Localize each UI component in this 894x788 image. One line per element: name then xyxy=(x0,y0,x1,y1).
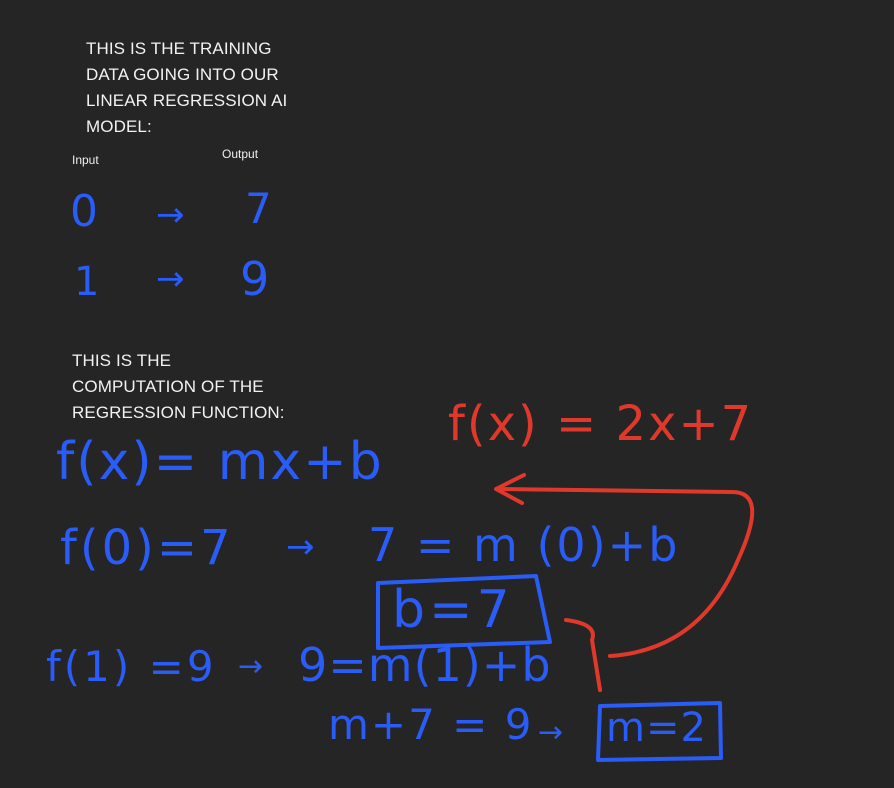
intercept-box xyxy=(378,576,550,648)
heading-line: MODEL: xyxy=(86,117,152,136)
heading-line: THIS IS THE TRAINING xyxy=(86,39,272,58)
heading-line: THIS IS THE xyxy=(72,351,172,370)
result-equation: f(x) = 2x+7 xyxy=(448,396,754,452)
row-1-arrow: → xyxy=(156,195,185,235)
row-2-input: 1 xyxy=(74,259,100,305)
boxed-slope: m=2 xyxy=(606,705,707,751)
slope-box xyxy=(598,703,721,760)
boxed-intercept: b=7 xyxy=(392,580,514,640)
heading-line: COMPUTATION OF THE xyxy=(72,377,264,396)
row-2-output: 9 xyxy=(240,252,270,306)
row-1-output: 7 xyxy=(245,184,272,233)
row-1-input: 0 xyxy=(70,186,98,237)
equation-2-left: f(1) =9 xyxy=(46,642,217,691)
equation-3-left: m+7 = 9 xyxy=(328,700,534,749)
equation-3-arrow: → xyxy=(538,715,564,750)
row-2-arrow: → xyxy=(156,259,185,299)
equation-1-right: 7 = m (0)+b xyxy=(368,518,680,572)
output-column-label: Output xyxy=(222,147,259,161)
equation-2-right: 9=m(1)+b xyxy=(298,638,552,692)
bracket-stroke xyxy=(566,620,600,690)
equation-1-left: f(0)=7 xyxy=(60,520,234,576)
input-column-label: Input xyxy=(72,153,99,167)
heading-line: DATA GOING INTO OUR xyxy=(86,65,279,84)
curved-arrow-stroke xyxy=(498,489,752,656)
general-equation: f(x)= mx+b xyxy=(56,432,384,492)
heading-line: REGRESSION FUNCTION: xyxy=(72,403,285,422)
heading-line: LINEAR REGRESSION AI xyxy=(86,91,288,110)
equation-2-arrow: → xyxy=(238,649,264,684)
equation-1-arrow: → xyxy=(286,527,315,567)
